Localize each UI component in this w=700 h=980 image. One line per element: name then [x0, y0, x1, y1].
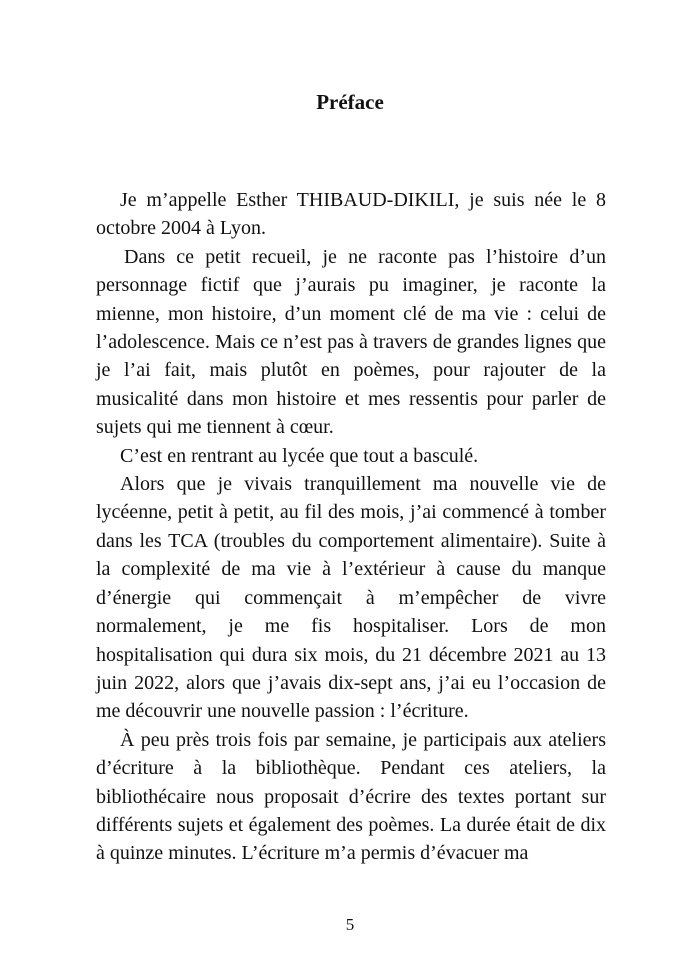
paragraph-introduction: Je m’appelle Esther THIBAUD-DIKILI, je suis née le 8 octobre 2004 à Lyon. — [96, 189, 606, 240]
paragraph-ateliers: À peu près trois fois par semaine, je participais aux ateliers d’écriture à la bibliothèque. Pendant ces ateliers, la bibliothécaire nous proposait d’écrire des textes portant sur différents sujets et également des poèmes. La durée était de dix à quinze minutes. L’écriture m’a permis d’évacuer ma — [96, 728, 606, 865]
page-title: Préface — [316, 90, 384, 114]
paragraph-lycee: C’est en rentrant au lycée que tout a basculé. — [120, 444, 479, 467]
page-number: 5 — [345, 915, 355, 934]
preface-body — [96, 186, 606, 868]
paragraph-hospitalisation: Alors que je vivais tranquillement ma nouvelle vie de lycéenne, petit à petit, au fil des mois, j’ai commencé à tomber dans les TCA (troubles du comportement alimentaire). Suite à la complexité de ma vie à l’extérieur à cause du manque d’énergie qui commençait à m’empêcher de vivre normalement, je me fis hospitaliser. Lors de mon hospitalisation qui dura six mois, du 21 décembre 2021 au 13 juin 2022, alors que j’avais dix-sept ans, j’ai eu l’occasion de me découvrir une nouvelle passion : l’écriture. — [96, 473, 606, 723]
paragraph-recueil: Dans ce petit recueil, je ne raconte pas l’histoire d’un personnage fictif que j’aurais pu imaginer, je raconte la mienne, mon histoire, d’un moment clé de ma vie : celui de l’adolescence. Mais ce n’est pas à travers de grandes lignes que je l’ai fait, mais plutôt en poèmes, pour rajouter de la musicalité dans mon histoire et mes ressentis pour parler de sujets qui me tiennent à cœur. — [96, 245, 606, 439]
